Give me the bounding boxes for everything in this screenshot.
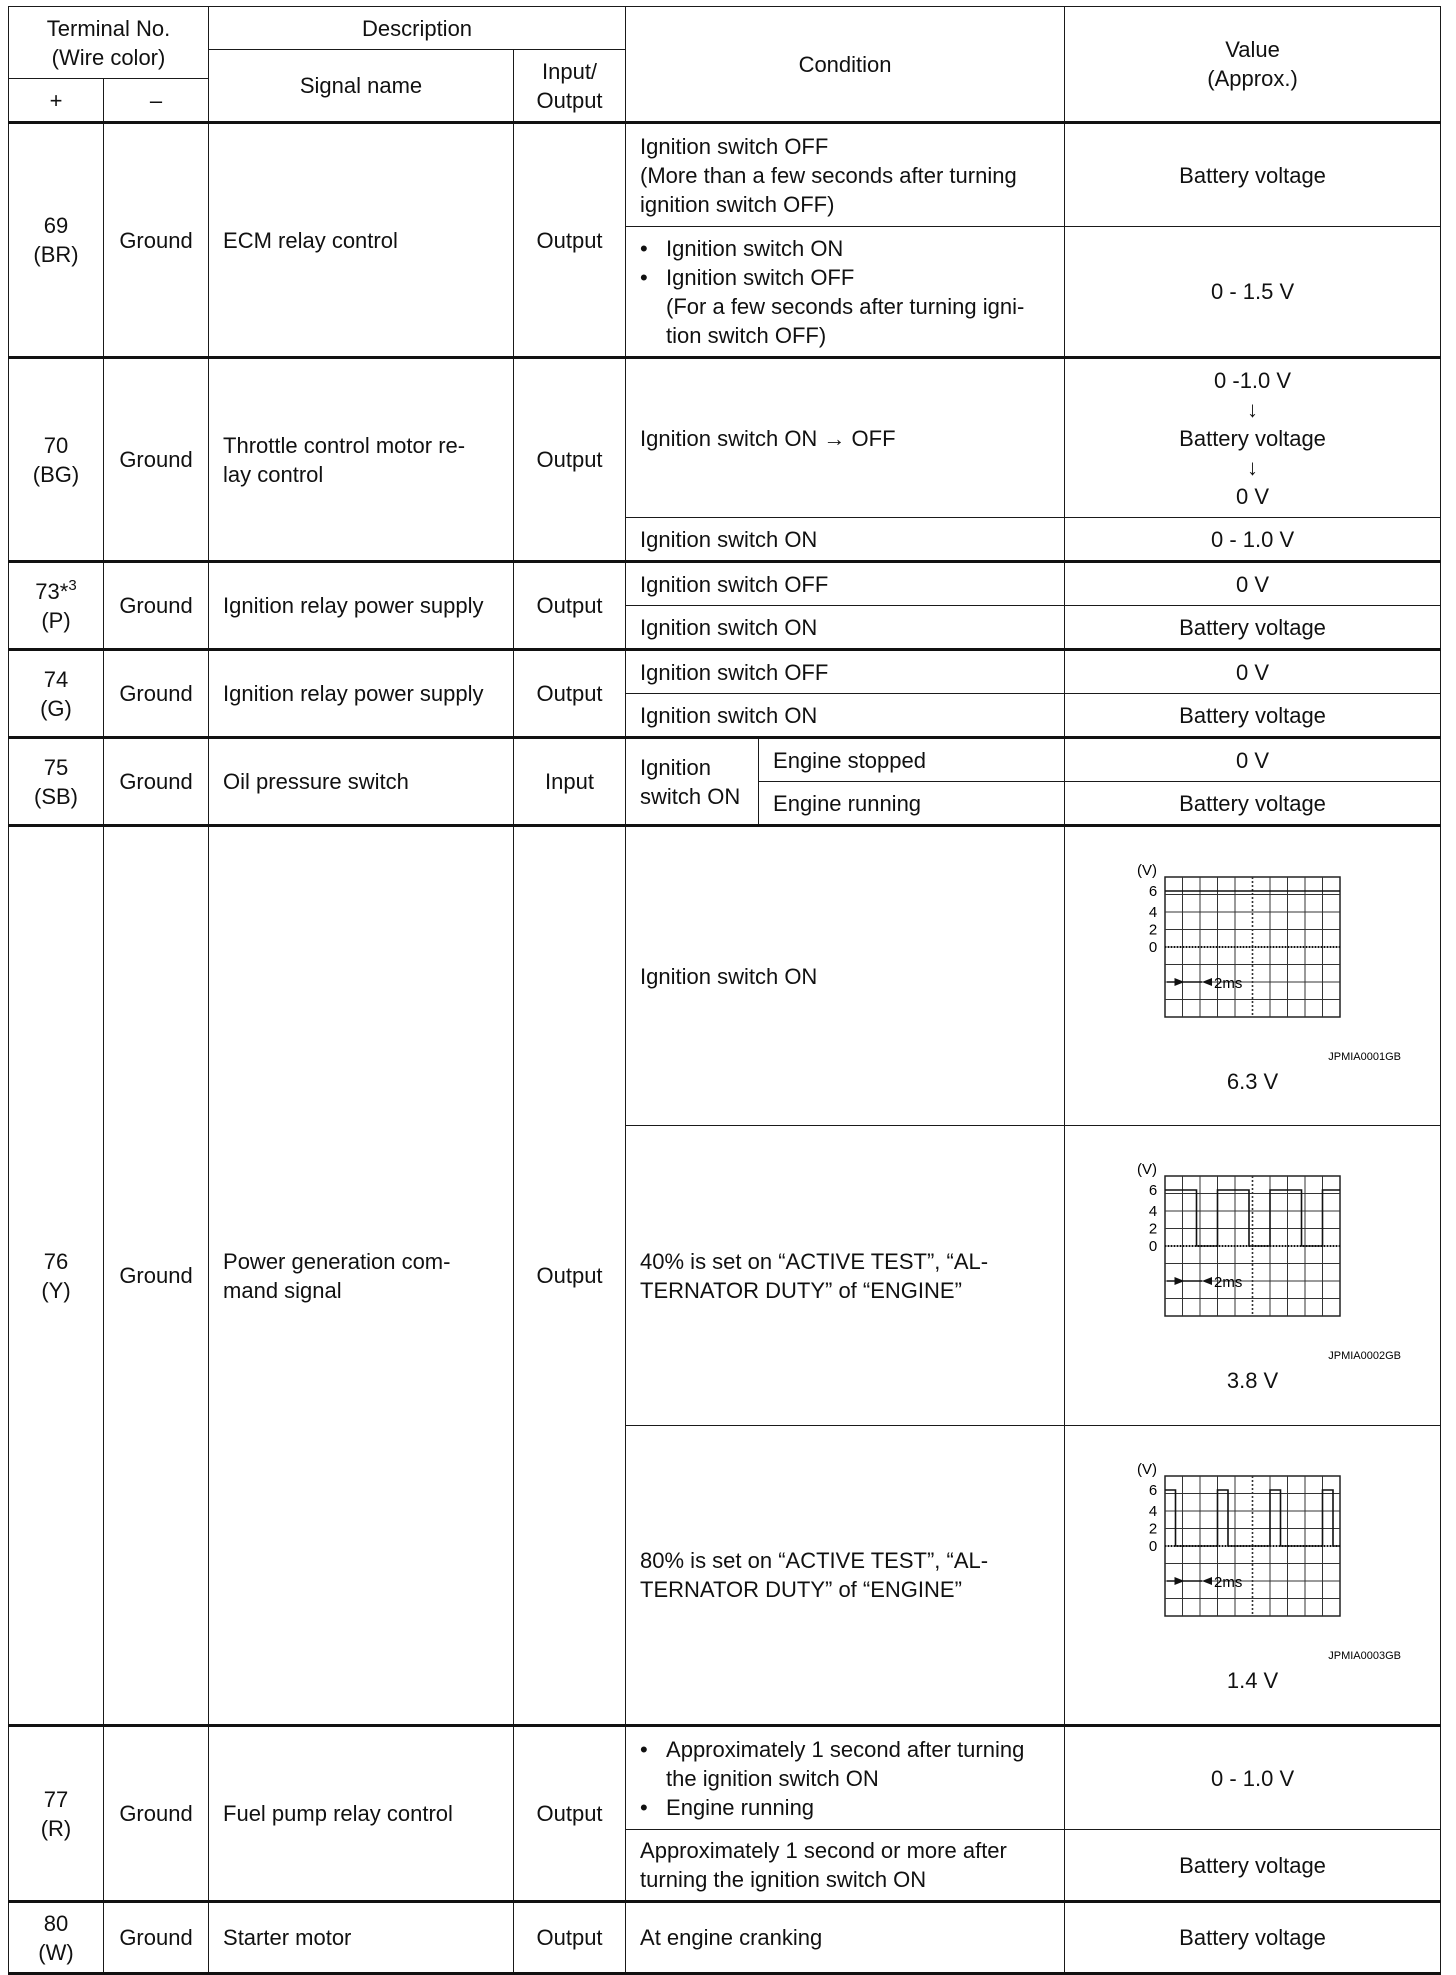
value-line: Battery voltage [1179, 425, 1326, 451]
condition-line: ignition switch OFF) [640, 191, 835, 217]
wire-color: (W) [38, 1939, 74, 1965]
figure-code: JPMIA0002GB [1327, 1350, 1401, 1362]
value: 0 V [1065, 738, 1441, 782]
wire-color: (G) [40, 695, 72, 721]
oscilloscope-waveform [1103, 1154, 1403, 1364]
signal-line: mand signal [223, 1277, 342, 1303]
condition-bullet-item [640, 234, 1050, 263]
input-output: Output [514, 650, 626, 738]
condition: Ignition switch ON [626, 518, 1065, 562]
table-row [9, 738, 1441, 782]
terminal-number: 77 [43, 1786, 69, 1812]
value-line: 0 -1.0 V [1214, 367, 1292, 393]
condition-line: tion switch OFF) [666, 322, 827, 348]
header-input-output [514, 50, 626, 123]
condition-line: Approximately 1 second or more after [640, 1838, 1007, 1863]
condition: Ignition switch ON [626, 606, 1065, 650]
terminal-number: 76 [43, 1248, 69, 1274]
condition-line: Ignition [640, 754, 711, 780]
condition-line: 40% is set on “ACTIVE TEST”, “AL- [640, 1248, 989, 1274]
terminal-number: 74 [43, 666, 69, 692]
signal-line: Throttle control motor re- [223, 432, 466, 458]
bullet-icon: • [640, 1794, 648, 1820]
value: 0 V [1065, 562, 1441, 606]
value: Battery voltage [1065, 782, 1441, 826]
value-line: 0 V [1236, 483, 1270, 509]
signal-name [209, 826, 514, 1726]
bullet-icon: • [640, 235, 648, 261]
signal-name: ECM relay control [209, 123, 514, 358]
terminal-number-text: 73* [35, 578, 69, 604]
condition [626, 1726, 1065, 1830]
header-condition: Condition [626, 7, 1065, 123]
input-output: Output [514, 562, 626, 650]
condition-line: 80% is set on “ACTIVE TEST”, “AL- [640, 1548, 989, 1573]
scope-tick-label: 6 [1148, 1481, 1157, 1499]
input-output: Output [514, 1726, 626, 1902]
scope-tick-label: 2 [1148, 1220, 1157, 1238]
header-terminal [9, 7, 209, 79]
header-plus: + [9, 79, 104, 123]
condition [626, 123, 1065, 227]
arrow-left-icon [1202, 978, 1212, 986]
terminal-plus [9, 562, 104, 650]
signal-line: Power generation com- [223, 1248, 451, 1274]
condition [626, 1426, 1065, 1726]
scope-graph [1103, 1154, 1403, 1364]
value: 6.3 V [1226, 1068, 1279, 1094]
time-scale-label: 2ms [1213, 974, 1242, 992]
header-value-approx: (Approx.) [1207, 66, 1298, 91]
value [1065, 358, 1441, 518]
terminal-number [23, 577, 89, 606]
terminal-plus [9, 650, 104, 738]
condition-sub: Engine stopped [759, 738, 1065, 782]
header-terminal-no: Terminal No. [46, 15, 171, 41]
value-waveform [1065, 1426, 1441, 1726]
scope-unit-label: (V) [1136, 1161, 1157, 1178]
terminal-plus [9, 1726, 104, 1902]
header-value [1065, 7, 1441, 123]
condition: Ignition switch ON [626, 694, 1065, 738]
scope-tick-label: 6 [1148, 882, 1157, 900]
terminal-number: 80 [43, 1910, 69, 1936]
condition: Ignition switch ON [626, 826, 1065, 1126]
value-waveform [1065, 1126, 1441, 1426]
table-row [9, 650, 1441, 694]
value: 3.8 V [1226, 1368, 1279, 1393]
terminal-spec-table [8, 6, 1441, 1975]
input-output: Input [514, 738, 626, 826]
header-value-label: Value [1225, 37, 1280, 62]
condition-line: TERNATOR DUTY” of “ENGINE” [640, 1577, 962, 1602]
table-row [9, 358, 1441, 518]
value: 0 - 1.5 V [1065, 227, 1441, 358]
signal-name: Ignition relay power supply [209, 562, 514, 650]
scope-graph [1103, 855, 1403, 1065]
signal-name [209, 358, 514, 562]
terminal-minus: Ground [104, 826, 209, 1726]
terminal-number: 69 [43, 213, 69, 238]
scope-tick-label: 4 [1148, 1502, 1157, 1520]
wire-color: (BG) [32, 461, 80, 487]
header-wire-color: (Wire color) [51, 44, 166, 70]
condition-text: Approximately 1 second after turning [666, 1736, 1025, 1762]
condition-line: Ignition switch OFF [640, 133, 829, 159]
signal-line: lay control [223, 461, 324, 487]
input-output: Output [514, 826, 626, 1726]
condition-sub: Engine running [759, 782, 1065, 826]
header-minus: – [104, 79, 209, 123]
table-row [9, 1902, 1441, 1974]
condition-line: turning the ignition switch ON [640, 1867, 927, 1892]
value: Battery voltage [1065, 606, 1441, 650]
signal-name: Starter motor [209, 1902, 514, 1974]
value: 0 V [1065, 650, 1441, 694]
condition-text: Engine running [666, 1794, 815, 1820]
terminal-number: 70 [43, 432, 69, 458]
terminal-plus [9, 358, 104, 562]
down-arrow-icon: ↓ [1247, 396, 1259, 422]
condition-line: (For a few seconds after turning igni- [666, 293, 1025, 319]
table-row [9, 1726, 1441, 1830]
input-output: Output [514, 123, 626, 358]
condition-line: switch ON [640, 783, 741, 809]
signal-name: Oil pressure switch [209, 738, 514, 826]
scope-tick-label: 6 [1148, 1182, 1157, 1199]
condition-line: TERNATOR DUTY” of “ENGINE” [640, 1277, 962, 1303]
header-signal-name: Signal name [209, 50, 514, 123]
terminal-minus: Ground [104, 1902, 209, 1974]
oscilloscope-waveform [1103, 1454, 1403, 1664]
terminal-minus: Ground [104, 562, 209, 650]
scope-tick-label: 0 [1148, 1238, 1157, 1255]
footnote-marker: 3 [68, 576, 77, 594]
scope-tick-label: 2 [1148, 1520, 1157, 1537]
scope-tick-label: 4 [1148, 903, 1157, 921]
oscilloscope-waveform [1103, 855, 1403, 1065]
condition [626, 227, 1065, 358]
table-row [9, 123, 1441, 227]
terminal-plus [9, 123, 104, 358]
bullet-icon: • [640, 1736, 648, 1762]
scope-tick-label: 4 [1148, 1203, 1157, 1220]
condition: Ignition switch ON → OFF [626, 358, 1065, 518]
wire-color: (SB) [34, 783, 78, 809]
down-arrow-icon: ↓ [1247, 454, 1259, 480]
arrow-left-icon [1202, 1577, 1212, 1585]
terminal-minus: Ground [104, 1726, 209, 1902]
value: 1.4 V [1226, 1667, 1279, 1693]
condition-line: (More than a few seconds after turning [640, 162, 1017, 188]
terminal-plus [9, 738, 104, 826]
header-description: Description [209, 7, 626, 50]
scope-unit-label: (V) [1136, 861, 1157, 879]
input-output: Output [514, 358, 626, 562]
condition [626, 1126, 1065, 1426]
condition-bullet-item [640, 1793, 1050, 1822]
scope-tick-label: 2 [1148, 921, 1157, 938]
terminal-minus: Ground [104, 123, 209, 358]
table-row [9, 826, 1441, 1126]
condition-line: the ignition switch ON [666, 1765, 879, 1791]
condition-text: Ignition switch OFF [666, 264, 855, 290]
bullet-icon: • [640, 264, 648, 290]
arrow-left-icon [1202, 1277, 1212, 1285]
condition-text: Ignition switch ON [666, 235, 844, 261]
terminal-plus [9, 1902, 104, 1974]
header-io-line2: Output [536, 87, 603, 113]
figure-code: JPMIA0003GB [1327, 1649, 1401, 1662]
condition: At engine cranking [626, 1902, 1065, 1974]
signal-name: Ignition relay power supply [209, 650, 514, 738]
table-row [9, 562, 1441, 606]
wire-color: (P) [41, 607, 71, 633]
value: 0 - 1.0 V [1065, 1726, 1441, 1830]
terminal-minus: Ground [104, 358, 209, 562]
condition-main [626, 738, 759, 826]
signal-name: Fuel pump relay control [209, 1726, 514, 1902]
value: Battery voltage [1065, 1902, 1441, 1974]
time-scale-label: 2ms [1213, 1274, 1242, 1291]
value: Battery voltage [1065, 694, 1441, 738]
condition [626, 1830, 1065, 1902]
condition: Ignition switch OFF [626, 562, 1065, 606]
wire-color: (R) [40, 1815, 72, 1841]
time-scale-label: 2ms [1213, 1573, 1242, 1591]
condition: Ignition switch OFF [626, 650, 1065, 694]
scope-unit-label: (V) [1136, 1460, 1157, 1478]
scope-tick-label: 0 [1148, 938, 1157, 956]
value: Battery voltage [1065, 123, 1441, 227]
condition-bullet-item [640, 263, 1050, 292]
wire-color: (BR) [33, 242, 79, 267]
wire-color: (Y) [41, 1277, 71, 1303]
terminal-plus [9, 826, 104, 1726]
terminal-number: 75 [43, 754, 69, 780]
header-io-line1: Input/ [542, 58, 598, 84]
value-waveform [1065, 826, 1441, 1126]
scope-tick-label: 0 [1148, 1537, 1157, 1555]
terminal-minus: Ground [104, 650, 209, 738]
value: Battery voltage [1065, 1830, 1441, 1902]
figure-code: JPMIA0001GB [1327, 1050, 1401, 1063]
terminal-minus: Ground [104, 738, 209, 826]
scope-graph [1103, 1454, 1403, 1664]
value: 0 - 1.0 V [1065, 518, 1441, 562]
input-output: Output [514, 1902, 626, 1974]
condition-bullet-item [640, 1735, 1050, 1764]
